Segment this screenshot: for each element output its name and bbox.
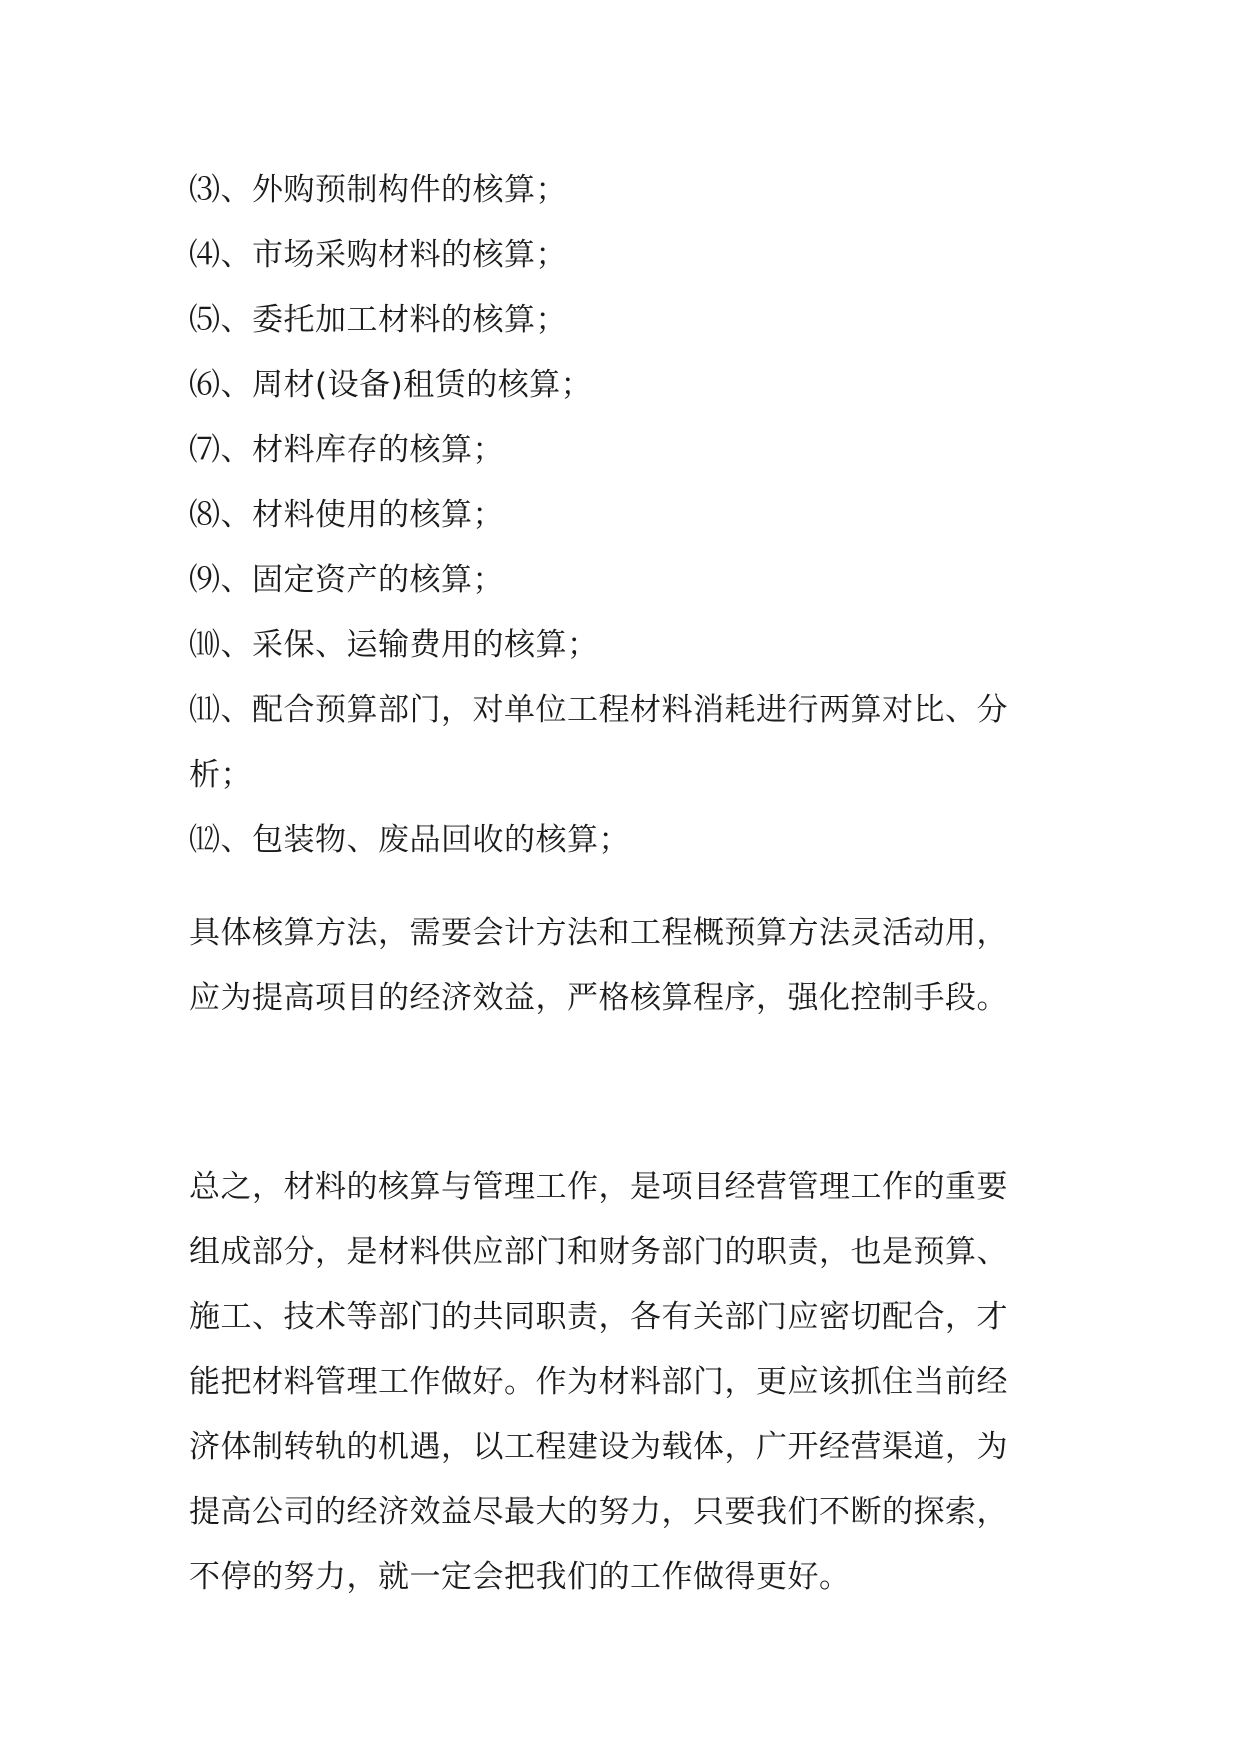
paragraph-line: 组成部分，是材料供应部门和财务部门的职责，也是预算、 xyxy=(189,1234,1008,1270)
paragraph-line: 具体核算方法，需要会计方法和工程概预算方法灵活动用， xyxy=(189,915,1008,951)
paragraph-line: 总之，材料的核算与管理工作，是项目经营管理工作的重要 xyxy=(189,1169,1008,1205)
paragraph-line: 施工、技术等部门的共同职责，各有关部门应密切配合，才 xyxy=(189,1299,1008,1335)
list-item: ⑽、采保、运输费用的核算； xyxy=(189,627,599,663)
list-item: ⑺、材料库存的核算； xyxy=(189,432,504,468)
paragraph-line: 应为提高项目的经济效益，严格核算程序，强化控制手段。 xyxy=(189,980,1008,1016)
paragraph-line: 济体制转轨的机遇，以工程建设为载体，广开经营渠道，为 xyxy=(189,1429,1008,1465)
method-paragraph xyxy=(189,901,1069,1031)
list-item: ⑾、配合预算部门，对单位工程材料消耗进行两算对比、分 xyxy=(189,692,1008,728)
summary-paragraph xyxy=(189,1155,1069,1610)
document-body xyxy=(189,158,1069,1610)
accounting-items-list xyxy=(189,158,1069,873)
paragraph-line: 提高公司的经济效益尽最大的努力，只要我们不断的探索， xyxy=(189,1494,1008,1530)
list-item-continuation: 析； xyxy=(189,757,252,793)
list-item: ⑷、市场采购材料的核算； xyxy=(189,237,567,273)
paragraph-line: 能把材料管理工作做好。作为材料部门，更应该抓住当前经 xyxy=(189,1364,1008,1400)
list-item: ⑻、材料使用的核算； xyxy=(189,497,504,533)
list-item: ⑿、包装物、废品回收的核算； xyxy=(189,822,630,858)
list-item: ⑹、周材(设备)租赁的核算； xyxy=(189,367,593,403)
paragraph-line: 不停的努力，就一定会把我们的工作做得更好。 xyxy=(189,1559,851,1595)
list-item: ⑼、固定资产的核算； xyxy=(189,562,504,598)
list-item: ⑸、委托加工材料的核算； xyxy=(189,302,567,338)
list-item: ⑶、外购预制构件的核算； xyxy=(189,172,567,208)
